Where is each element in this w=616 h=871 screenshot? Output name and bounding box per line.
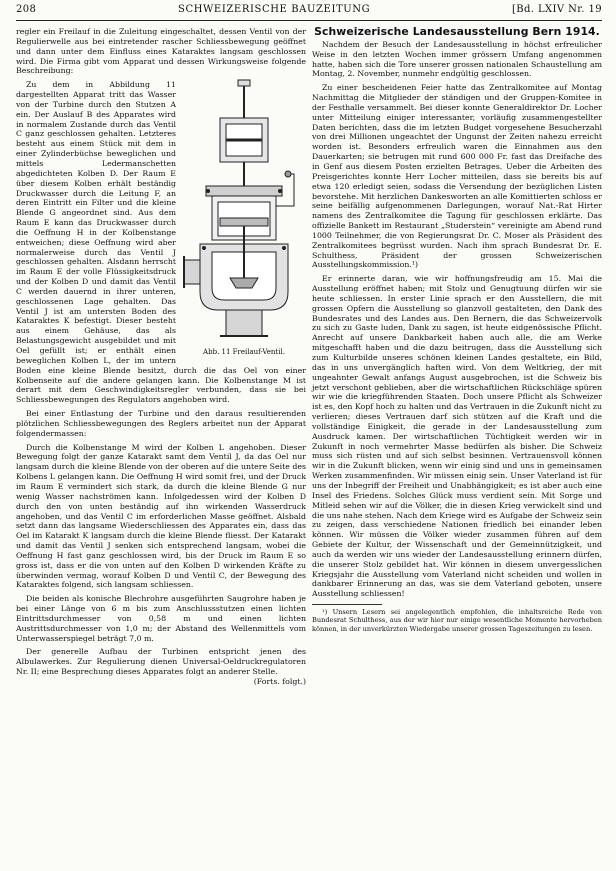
figure-caption: Abb. 11 Freilauf-Ventil. — [203, 348, 285, 357]
page-header — [16, 4, 602, 21]
figure-freilauf-ventil — [182, 78, 306, 358]
left-paragraph-1: regler ein Freilauf in die Zuleitung eingeschaltet, dessen Ventil von der Regulierwelle aus bei eintretender rascher Schliessbewegung geöffnet und dann unter dem Einfluss eines Kataraktes langsam geschlossen wird. Die Firma gibt vom Apparat und dessen Wirkungsweise folgende Beschreibung: — [16, 27, 306, 76]
page-number: 208 — [16, 4, 37, 15]
right-paragraph-3: Er erinnerte daran, wie wir hoffnungsfreudig am 15. Mai die Ausstellung eröffnet haben; mit Stolz und Genugtuung dürfen wir sie heute schliessen. In erster Linie sprach er den Ausstellern, die mit grossen Opfern die Ausstellung so glanzvoll gestalteten, den Dank des Bundesrates und des Landes aus. Den Bernern, die das Schweizervolk zu sich zu Gaste luden, Dank zu sagen, ist heute eidgenössische Pflicht. Anrecht auf unsere Dankbarkeit haben auch alle, die am Werke mitgeschafft haben und die dazu beitrugen, dass die Ausstellung sich zum Kulturbilde unseres schönen kleinen Landes gestaltete, ein Bild, das in uns unvergänglich haften wird. Von dem Weltkrieg, der mit ungeahnter Gewalt anfangs August ausgebrochen, ist die Schweiz bis jetzt verschont geblieben, aber die wirtschaftlichen Rückschläge spüren wir wie die kriegführenden Staaten. Doch unsere Pflicht als Schweizer ist es, den Kopf hoch zu halten und das Vertrauen in die Zukunft nicht zu verlieren; dieses Vertrauen darf sich stützen auf die Kraft und die vollständige Einigkeit, die gerade in der Landesausstellung zum Ausdruck kamen. Der wirtschaftlichen Tüchtigkeit werden wir in Zukunft in noch vermehrter Masse bedürfen als bisher. Die Schweiz muss sich rüsten und auf sich selbst besinnen. Vertrauensvoll können wir in die Zukunft blicken, wenn wir einig sind und uns in gemeinsamen Werken zusammenfinden. Wir müssen einig sein. Unser Vaterland ist für uns der Inbegriff der Freiheit und Unabhängigkeit; es ist aber auch eine Insel des Friedens. Solches Glück muss verdient sein. Mit Sorge und Mitleid sehen wir auf die Völker, die in diesen Krieg verwickelt sind und die uns nahe stehen. Nach dem Kriege wird es Aufgabe der Schweiz sein zu zeigen, dass verschiedene Nationen friedlich bei einander leben können. Wir müssen die Völker wieder zusammen führen auf dem Gebiete der Kultur, der Wissenschaft und der Gemeinnützigkeit, und auch da werden wir uns wieder der Landesausstellung erinnern dürfen, die unserer Stolz gebildet hat. Wir können in diesem unvergesslichen Kriegsjahr die Ausstellung vom Vaterland nicht scheiden und wollen in dankbarer Erinnerung an das, was sie dem Vaterland geboten, unsere Ausstellung schliessen! — [312, 274, 602, 599]
right-column — [312, 27, 602, 687]
footnote: ¹) Unsern Lesern sei angelegentlich empfohlen, die inhaltsreiche Rede von Bundesrat Schulthess, aus der wir hier nur einige wesentliche Momente hervorheben können, in der unverkürzten Wiedergabe unserer grossen Tageszeitungen zu lesen. — [312, 608, 602, 633]
left-column — [16, 27, 306, 687]
right-paragraph-1: Nachdem der Besuch der Landesausstellung in höchst erfreulicher Weise in den letzten Wochen immer grössern Umfang angenommen hatte, haben sich die Tore unserer grossen nationalen Schaustellung am Montag, 2. November, nunmehr endgültig geschlossen. — [312, 39, 602, 79]
left-paragraph-4: Durch die Kolbenstange M wird der Kolben L angehoben. Dieser Bewegung folgt der ganze Katarakt samt dem Ventil J, da das Oel nur langsam durch die kleine Blende von der oberen auf die untere Seite des Kolbens L gelangen kann. Die Oeffnung H wird somit frei, und der Druck im Raum E vermindert sich stark, da durch die kleine Blende G nur wenig Wasser nachströmen kann. Infolgedessen wird der Kolben D durch den von unten beständig auf ihn wirkenden Wasserdruck angehoben, und das Ventil C im erforderlichen Masse geöffnet. Alsbald setzt dann das langsame Wiederschliessen des Apparates ein, dass das Oel im Katarakt K langsam durch die kleine Blende fliesst. Der Katarakt und damit das Ventil J senken sich entsprechend langsam, wobei die Oeffnung H fast ganz geschlossen wird, bis der Druck im Raum E so gross ist, dass er die von unten auf den Kolben D wirkenden Kräfte zu überwinden vermag, worauf Kolben D und Ventil C, der Bewegung des Kataraktes folgend, sich langsam schliessen. — [16, 442, 306, 590]
valve-drawing — [182, 78, 306, 346]
volume-info: [Bd. LXIV Nr. 19 — [511, 4, 602, 15]
left-paragraph-5: Die beiden als konische Blechrohre ausgeführten Saugrohre haben je bei einer Länge von 6 m bis zum Anschlussstutzen einen lichten Eintrittsdurchmesser von 0,58 m und einen lichten Austrittsdurchmesser von 1,0 m; der Abstand des Wellenmittels vom Unterwasserspiegel beträgt 7,0 m. — [16, 594, 306, 643]
footnote-divider — [312, 604, 382, 605]
article-title: Schweizerische Landesausstellung Bern 1914. — [314, 25, 600, 38]
left-paragraph-3: Bei einer Entlastung der Turbine und den daraus resultierenden plötzlichen Schliessbewegungen des Reglers arbeitet nun der Apparat folgendermassen: — [16, 409, 306, 438]
left-paragraph-2: Zu dem in Abbildung 11 dargestellten Apparat tritt das Wasser von der Turbine durch den Stutzen A ein. Der Auslauf B des Apparates wird in normalem Zustande durch das Ventil C ganz geschlossen gehalten. Letzteres besteht aus einem Stück mit dem in einer Zylinderbüchse beweglichen und mittels Ledermanschetten abgedichteten Kolben D. Der Raum E über diesem Kolben erhält beständig Druckwasser durch die Leitung F, an deren Eintritt ein Filter und die kleine Blende G angeordnet sind. Aus dem Raum E kann das Druckwasser durch die Oeffnung H in der Kolbenstange entweichen; diese Oeffnung wird aber normalerweise durch das Ventil J geschlossen gehalten. Alsdann herrscht im Raum E der volle Flüssigkeitsdruck und der Kolben D und damit das Ventil C werden dauernd in ihrer unteren, geschlossenen Lage gehalten. Das Ventil J ist am untersten Boden des Kataraktes K befestigt. Dieser besteht aus einem Gehäuse, das als Belastungsgewicht ausgebildet und mit Oel gefüllt ist; er enthält einen beweglichen Kolben L, der im untern Boden eine kleine Blende besitzt, durch die das Oel von einer Kolbenseite auf die andere gelangen kann. Die Kolbenstange M ist derart mit dem Geschwindigkeitsregler verbunden, dass sie bei Schliessbewegungen des Regulators angehoben wird. — [16, 80, 306, 405]
continued-note: (Forts. folgt.) — [253, 677, 306, 686]
right-paragraph-2: Zu einer bescheidenen Feier hatte das Zentralkomitee auf Montag Nachmittag die Mitglieder der ständigen und der Gruppen-Komitee in der Festhalle versammelt. Bei dieser konnte Generaldirektor Dr. Locher unter Mitteilung einiger interessanter, vorläufig zusammengestellter Daten berichten, dass die im letzten Budget vorgesehene Besucherzahl von drei Millionen ungeachtet der Ungunst der Zeiten nahezu erreicht worden ist. Besonders erfreulich waren die Einnahmen aus den Dauerkarten; sie betrugen mit rund 600 000 Fr. fast das Dreifache des in Genf aus diesem Posten erzielten Betrages. Ueber die Arbeiten des Preisgerichtes konnte Herr Locher mitteilen, dass sie bereits bis auf etwa 120 erledigt seien, sodass die Versendung der bezüglichen Listen bevorstehe. Mit herzlichen Dankesworten an alle Komittierten schloss er seine beifällig aufgenommenen Darlegungen, worauf Nat.-Rat Hirter namens des Zentralkomitee die Tagung für geschlossen erklärte. Das offizielle Bankett im Restaurant „Studerstein“ vereinigte am Abend rund 1000 Teilnehmer, die von Regierungsrat Dr. C. Moser als Präsident des Zentralkomitees begrüsst wurden. Nach ihm sprach Bundesrat Dr. E. Schulthess, Präsident der grossen Schweizerischen Ausstellungskommission.¹) — [312, 83, 602, 270]
left-paragraph-6: Der generelle Aufbau der Turbinen entspricht jenen des Albulawerkes. Zur Regulierung dienen Universal-Oeldruckregulatoren Nr. II; eine Besprechung dieses Apparates folgt an anderer Stelle. — [16, 647, 306, 677]
journal-title: SCHWEIZERISCHE BAUZEITUNG — [178, 4, 371, 15]
